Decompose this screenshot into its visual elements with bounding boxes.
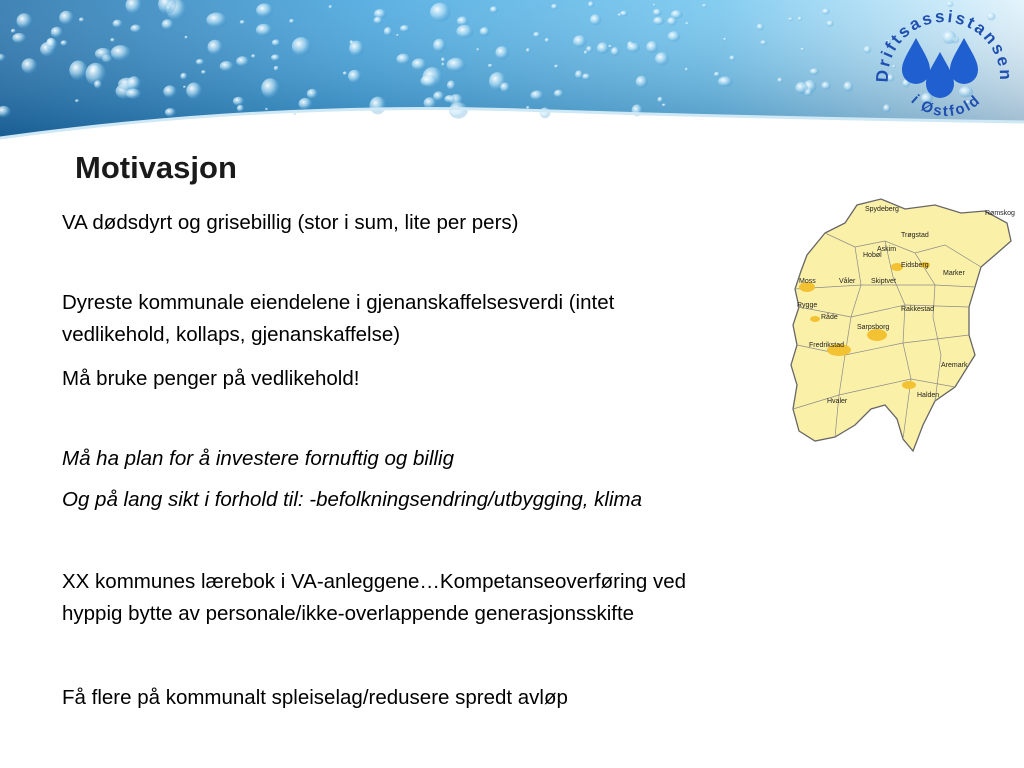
map-label: Hobøl [863,252,882,259]
bullet-6-line-2: hyppig bytte av personale/ikke-overlappende generasjonsskifte [62,602,635,625]
bubble [554,90,564,98]
bubble [447,58,466,72]
bullet-7-line-1: Få flere på kommunalt spleiselag/redusere spredt avløp [62,686,568,709]
bubble [251,54,256,58]
bubble [545,38,550,43]
bubble [531,90,544,100]
bubble [79,18,85,23]
bubble [611,47,620,56]
bubble [183,86,186,89]
bubble [844,81,854,91]
bubble [236,56,249,66]
bubble [627,43,640,53]
bubble [653,17,664,26]
map-label: Råde [821,314,838,321]
bubble [59,11,73,25]
bubble [12,33,26,43]
bubble [526,48,530,53]
water-drops-icon [902,38,978,98]
bubble [396,34,399,37]
bubble [130,25,141,33]
logo-text-bottom: i Østfold [907,91,985,121]
bullet-1-line-1: VA dødsdyrt og grisebillig (stor i sum, lite per pers) [62,211,519,234]
bubble [597,42,609,54]
bubble [256,24,272,36]
ostfold-map [785,195,1024,457]
bubble [588,1,594,7]
map-label: Eidsberg [901,262,929,269]
bubble [22,58,38,73]
bubble [430,3,451,22]
bubble [500,82,510,92]
bubble [730,55,736,60]
bubble [723,38,726,41]
bullet-6-line-1: XX kommunes lærebok i VA-anleggene…Kompetanseoverføring ved [62,570,687,593]
bubble [702,4,707,8]
bubble [685,22,689,25]
bubble [788,17,793,20]
bubble [798,17,802,22]
bubble [488,64,493,68]
bubble [827,21,834,27]
bubble [575,70,583,79]
bubble [608,45,612,48]
bubble [329,5,333,9]
bubble [582,73,591,80]
driftsassistansen-logo [866,0,1018,130]
bubble [343,71,348,75]
bubble [480,27,490,36]
bubble [233,97,244,106]
bubble [75,99,79,102]
bubble [61,40,68,46]
bullet-4-line-1: Må ha plan for å investere fornuftig og billig [62,447,455,470]
bubble [113,20,123,28]
bubble [495,46,509,59]
bubble [94,80,102,89]
bubble [265,108,268,111]
map-label: Rygge [797,302,818,309]
slide-title: Motivasjon [75,150,237,185]
bubble [196,59,205,65]
bubble [618,13,622,16]
bubble [457,16,469,26]
map-label: Halden [917,392,940,399]
bubble [165,108,176,117]
bubble [396,54,410,65]
bubble [111,45,131,61]
map-label: Våler [839,278,856,285]
bubble [374,17,383,25]
map-label: Fredrikstad [809,342,845,349]
bubble [299,98,313,110]
bubble [400,25,410,32]
bubble [126,89,141,100]
bubble [668,31,681,42]
bubble [653,4,656,6]
bubble [657,97,663,103]
bubble [412,58,427,70]
bubble [307,89,318,99]
bubble [110,38,115,42]
bubble [240,20,246,24]
bubble [590,14,601,25]
bullet-3-line-1: Må bruke penger på vedlikehold! [62,367,360,390]
bubble [655,52,669,65]
bubble [441,57,445,62]
bubble [718,76,733,86]
bubble [201,70,206,74]
bubble [186,83,202,100]
bubble [220,61,234,71]
bubble [810,68,819,75]
logo-text-top: Driftsassistansen [872,6,1016,83]
bullet-2-line-2: vedlikehold, kollaps, gjenanskaffelse) [62,323,401,346]
bubble [348,70,361,83]
bubble [185,36,189,39]
bubble [449,102,468,118]
bubble [69,61,87,81]
bubble [795,82,808,94]
bullet-5-line-1: Og på lang sikt i forhold til: -befolkningsendring/utbygging, klima [62,488,643,511]
bubble [636,76,648,88]
bubble [821,82,830,90]
map-label: Askim [877,246,897,253]
bubble [95,48,112,60]
bubble [714,72,720,77]
map-label: Rømskog [985,210,1015,217]
map-label: Aremark [941,362,968,369]
map-label: Trøgstad [901,232,929,239]
bubble [17,13,33,28]
map-label: Rakkestad [901,306,935,313]
bubble [293,113,296,115]
bubble [370,97,387,115]
map-label: Marker [943,270,965,277]
bubble [646,41,658,53]
bubble [206,13,227,28]
map-label: Hvaler [827,398,848,405]
bubble [384,27,393,36]
bubble [51,27,63,38]
bubble [573,35,586,47]
bubble [801,48,805,51]
map-label: Spydeberg [865,206,899,213]
bubble [180,73,187,80]
ostfold-map-icon [785,195,1024,457]
bubble [584,50,588,54]
bubble [447,80,456,90]
bubble [533,32,540,38]
bubble [162,19,174,30]
bubble [476,48,479,51]
bubble [261,78,279,98]
bubble [271,54,280,61]
bubble [274,66,279,71]
bubble [444,95,455,103]
bubble [760,40,767,45]
bubble [540,107,551,118]
bubble [256,3,273,17]
bubble [237,105,244,112]
bubble [757,24,764,31]
bubble [441,63,444,66]
map-label: Skiptvet [871,278,896,285]
bubble [433,39,446,53]
bubble [456,25,473,39]
bubble [551,4,558,10]
bubble [490,6,498,13]
bubble [349,41,364,57]
bubble [292,37,311,56]
bubble [208,40,223,55]
bubble [662,104,666,107]
bubble [11,29,16,33]
bubble [777,78,782,83]
bubble [163,85,176,97]
bubble [822,9,830,15]
bubble [653,9,662,16]
bubble [554,65,558,69]
bubble [46,38,55,48]
bubble [420,75,437,87]
bubble [272,39,281,46]
map-label: Moss [799,278,816,285]
map-label: Sarpsborg [857,324,890,331]
bullet-2-line-1: Dyreste kommunale eiendelene i gjenanskaffelsesverdi (intet [62,291,615,314]
bubble [289,19,295,24]
bubble [685,68,689,72]
bubble [671,10,683,19]
